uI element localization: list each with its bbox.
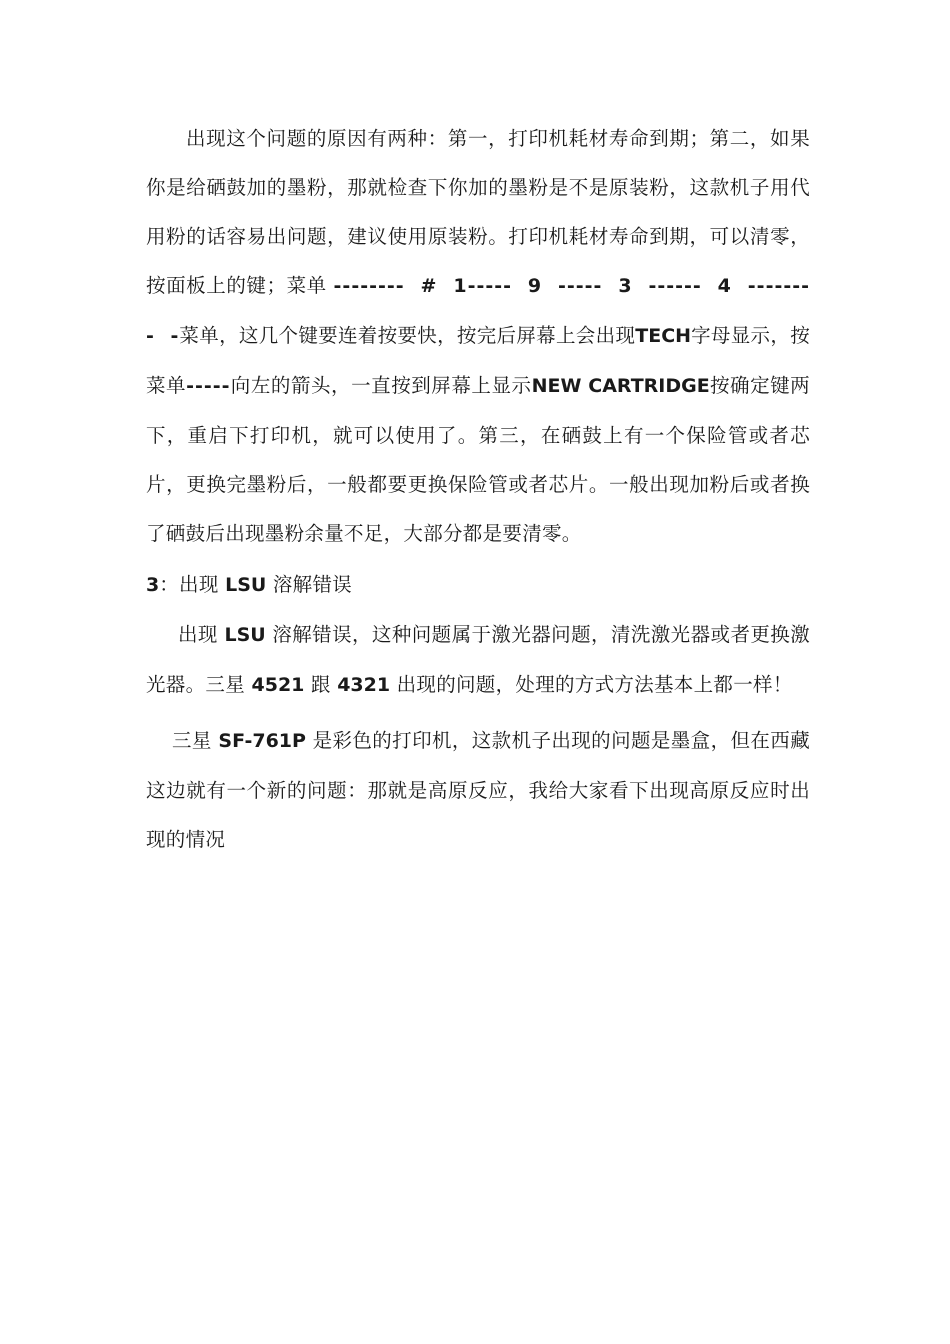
document-body [146, 114, 810, 864]
paragraph-text: 字母显示，按菜单 [146, 324, 810, 397]
term-lsu: LSU [224, 624, 266, 646]
model-number: 4321 [337, 674, 391, 696]
heading-text: ：出现 [159, 573, 226, 596]
paragraph-text: 菜单，这几个键要连着按要快，按完后屏幕上会出现 [179, 324, 636, 347]
paragraph-lsu-error [146, 610, 810, 710]
paragraph-text: 出现这个问题的原因有两种：第一，打印机耗材寿命到期；第二，如果你是给硒鼓加的墨粉，那就检查下你加的墨粉是不是原装粉，这款机子用代用粉的话容易出问题，建议使用原装粉。打印机耗材寿命到期，可以清零，按面板上的键；菜单 [146, 127, 810, 297]
paragraph-text: 溶解错误，这种问题属于激光器问题，清洗激光器或者更换激光器。三星 [146, 623, 810, 696]
paragraph-text: 是彩色的打印机，这款机子出现的问题是墨盒，但在西藏这边就有一个新的问题：那就是高原反应，我给大家看下出现高原反应时出现的情况 [146, 729, 810, 851]
paragraph-text: 出现的问题，处理的方式方法基本上都一样！ [390, 673, 793, 696]
display-text-new-cartridge: NEW CARTRIDGE [531, 375, 710, 397]
paragraph-text: 按确定键两下，重启下打印机，就可以使用了。第三，在硒鼓上有一个保险管或者芯片，更换完墨粉后，一般都要更换保险管或者芯片。一般出现加粉后或者换了硒鼓后出现墨粉余量不足，大部分都是要清零。 [146, 374, 810, 545]
heading-text: 溶解错误 [266, 573, 353, 596]
display-text-tech: TECH [635, 325, 692, 347]
key-sequence: -------- # 1----- 9 ----- 3 ------ 4 -------- - [146, 275, 810, 347]
section-heading [146, 560, 810, 610]
paragraph-text: 三星 [172, 729, 219, 752]
paragraph-toner-reset [146, 114, 810, 558]
paragraph-text: 出现 [178, 623, 225, 646]
paragraph-text: 跟 [304, 673, 338, 696]
section-number: 3 [146, 574, 160, 596]
paragraph-sf761p [146, 716, 810, 864]
model-number: SF-761P [218, 730, 306, 752]
heading-term-lsu: LSU [225, 574, 267, 596]
paragraph-text: 向左的箭头，一直按到屏幕上显示 [230, 374, 532, 397]
model-number: 4521 [251, 674, 305, 696]
key-dashes: ----- [186, 375, 231, 397]
